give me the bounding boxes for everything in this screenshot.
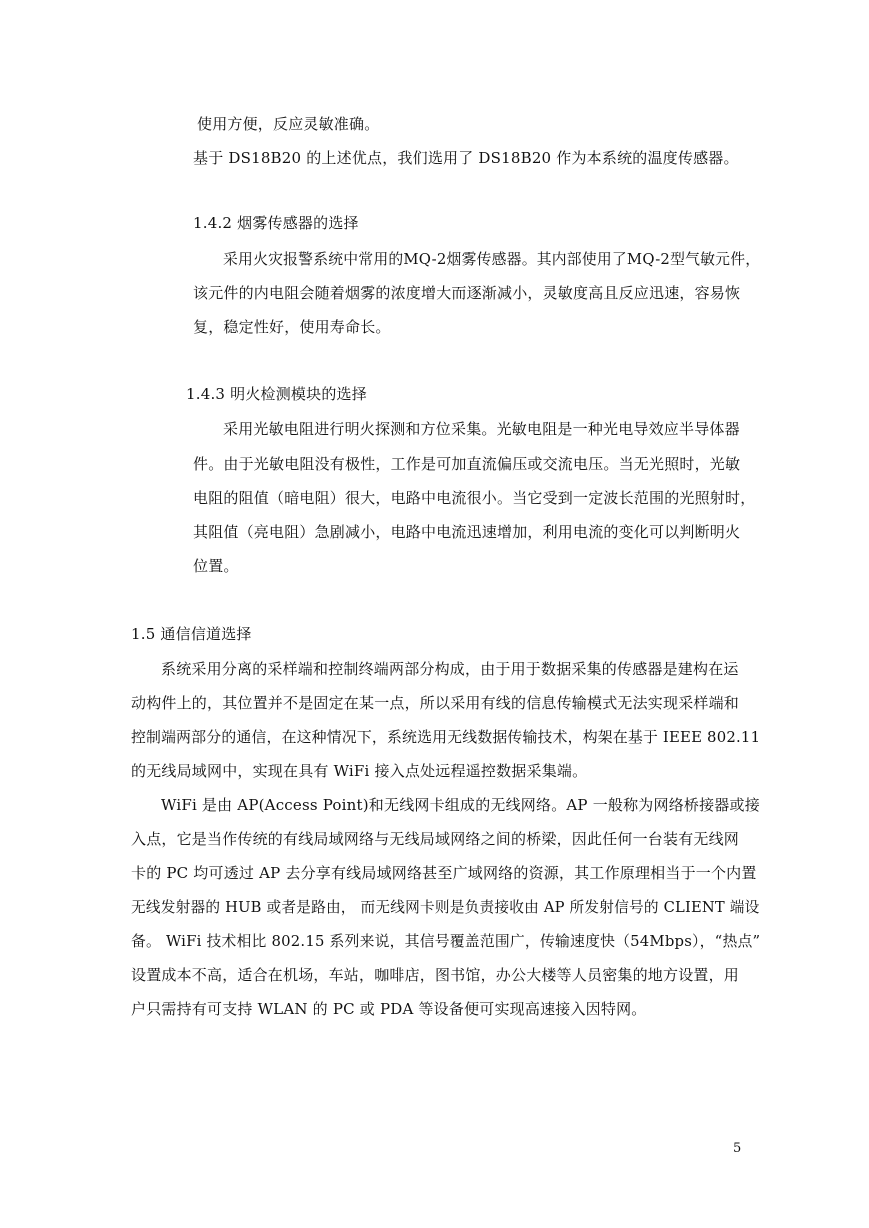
page-number: 5 [733,1141,742,1156]
paragraph-line: 件。由于光敏电阻没有极性，工作是可加直流偏压或交流电压。当无光照时，光敏 [193,455,741,473]
paragraph-line: 该元件的内电阻会随着烟雾的浓度增大而逐渐减小，灵敏度高且反应迅速，容易恢 [193,284,741,302]
paragraph-line: 无线发射器的 HUB 或者是路由， 而无线网卡则是负责接收由 AP 所发射信号的 CLIENT 端设 [131,898,760,916]
paragraph-line: 电阻的阻值（暗电阻）很大，电路中电流很小。当它受到一定波长范围的光照射时， [193,489,756,507]
section-heading-1-4-2: 1.4.2 烟雾传感器的选择 [193,214,359,232]
paragraph-line: 位置。 [193,557,239,575]
paragraph-line: 系统采用分离的采样端和控制终端两部分构成，由于用于数据采集的传感器是建构在运 [161,660,739,678]
paragraph-line: WiFi 是由 AP(Access Point)和无线网卡组成的无线网络。AP 一般称为网络桥接器或接 [161,796,760,814]
paragraph-line: 户只需持有可支持 WLAN 的 PC 或 PDA 等设备便可实现高速接入因特网。 [131,1000,647,1018]
paragraph-line: 采用光敏电阻进行明火探测和方位采集。光敏电阻是一种光电导效应半导体器 [223,420,740,438]
paragraph-line: 入点，它是当作传统的有线局域网络与无线局域网络之间的桥梁，因此任何一台装有无线网 [131,830,740,848]
paragraph-line: 复，稳定性好，使用寿命长。 [193,318,391,336]
paragraph-line: 的无线局域网中，实现在具有 WiFi 接入点处远程遥控数据采集端。 [131,762,588,780]
paragraph-line: 采用火灾报警系统中常用的MQ-2烟雾传感器。其内部使用了MQ-2型气敏元件， [223,250,761,268]
paragraph-line: 控制端两部分的通信，在这种情况下，系统选用无线数据传输技术，构架在基于 IEEE 802.11 [131,728,761,746]
intro-line-2: 基于 DS18B20 的上述优点，我们选用了 DS18B20 作为本系统的温度传感器。 [193,149,739,167]
paragraph-line: 其阻值（亮电阻）急剧减小，电路中电流迅速增加，利用电流的变化可以判断明火 [193,523,741,541]
paragraph-line: 动构件上的，其位置并不是固定在某一点，所以采用有线的信息传输模式无法实现采样端和 [131,694,740,712]
paragraph-line: 卡的 PC 均可透过 AP 去分享有线局域网络甚至广域网络的资源，其工作原理相当于一个内置 [131,864,757,882]
section-heading-1-4-3: 1.4.3 明火检测模块的选择 [186,385,367,403]
paragraph-line: 备。 WiFi 技术相比 802.15 系列来说，其信号覆盖范围广，传输速度快（54Mbps），“热点” [131,932,761,950]
intro-line-1: 使用方便，反应灵敏准确。 [197,115,380,133]
paragraph-line: 设置成本不高，适合在机场，车站，咖啡店，图书馆，办公大楼等人员密集的地方设置，用 [131,966,740,984]
section-heading-1-5: 1.5 通信信道选择 [131,625,252,643]
